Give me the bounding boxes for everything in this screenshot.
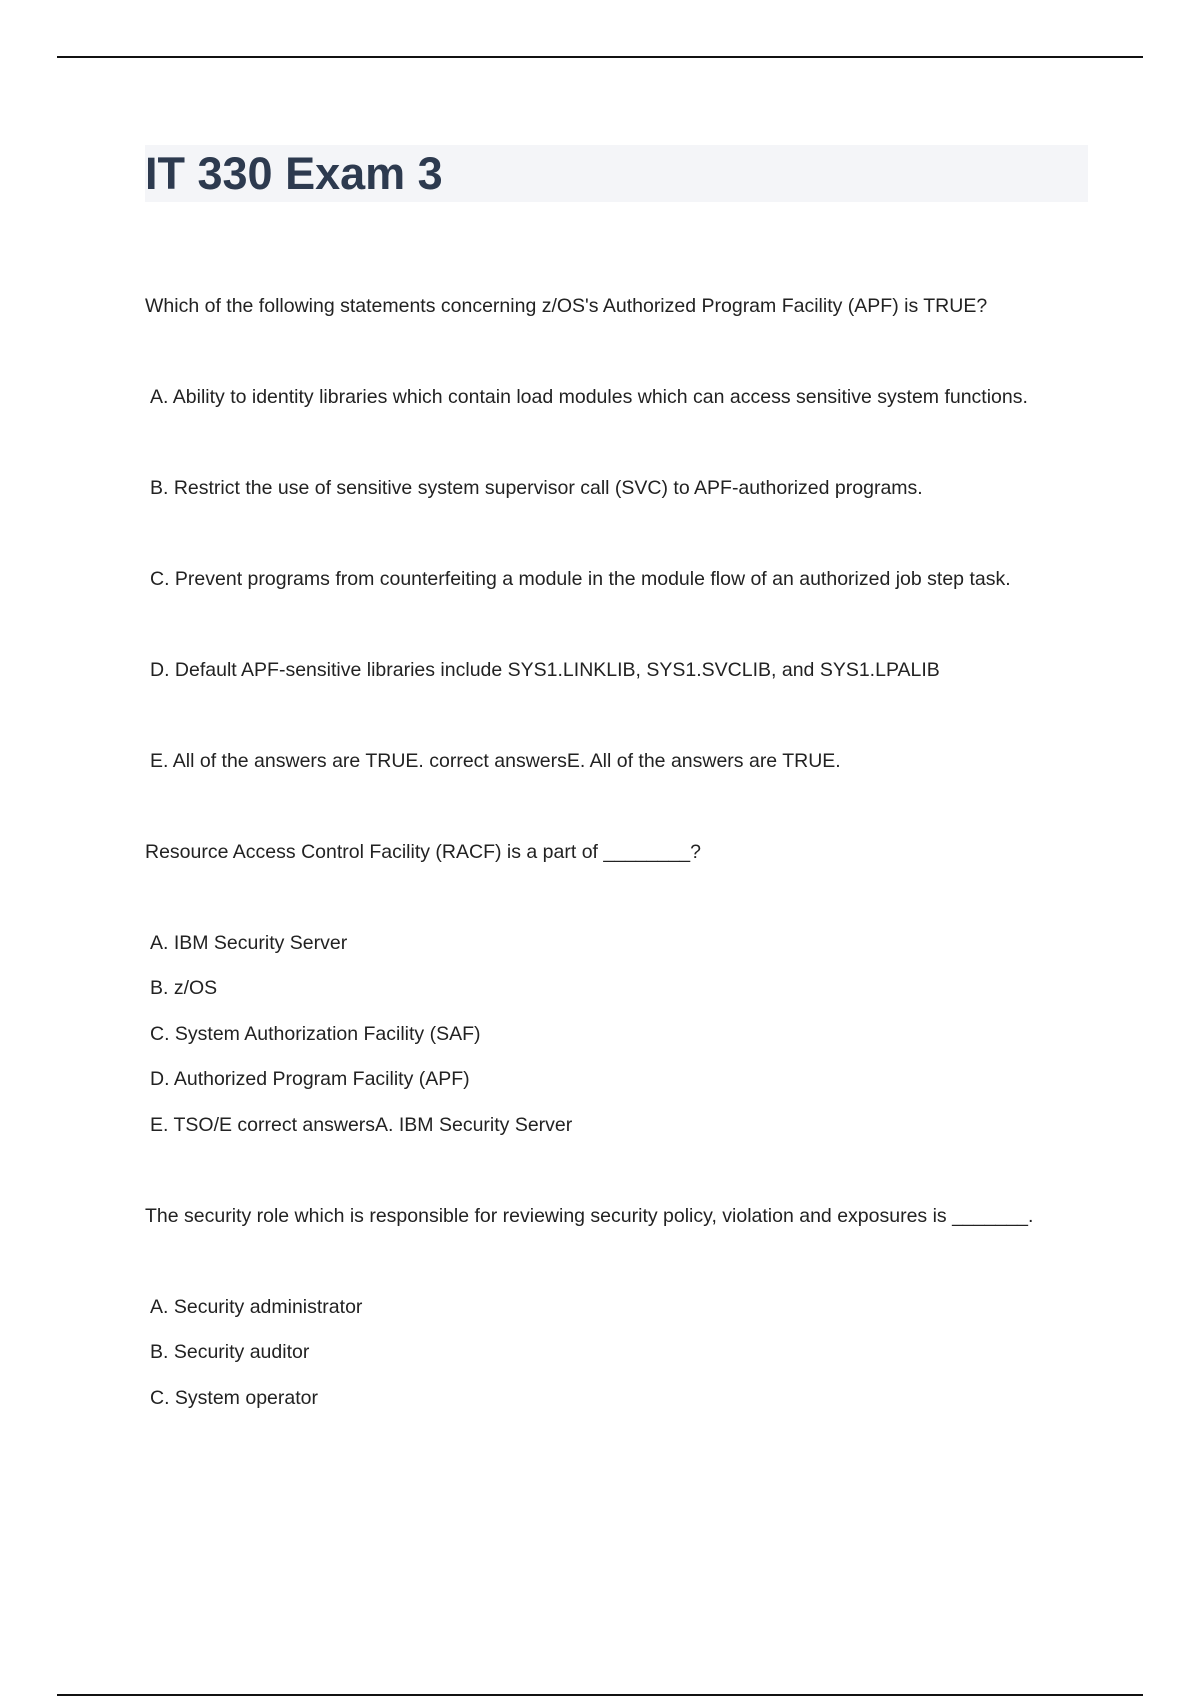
question-3-option-a: A. Security administrator (150, 1296, 363, 1318)
question-2-option-b: B. z/OS (150, 977, 218, 999)
document-title: IT 330 Exam 3 (145, 148, 443, 199)
question-1-option-d: D. Default APF-sensitive libraries include SYS1.LINKLIB, SYS1.SVCLIB, and SYS1.LPALIB (150, 659, 940, 681)
question-2-text: Resource Access Control Facility (RACF) is a part of ________? (145, 841, 701, 863)
question-3-option-b: B. Security auditor (150, 1341, 310, 1363)
question-2-option-e: E. TSO/E correct answersA. IBM Security Server (150, 1114, 573, 1136)
question-2-option-c: C. System Authorization Facility (SAF) (150, 1023, 481, 1045)
question-1-option-c: C. Prevent programs from counterfeiting a module in the module flow of an authorized job step task. (150, 568, 1011, 590)
question-1-option-b: B. Restrict the use of sensitive system supervisor call (SVC) to APF-authorized programs. (150, 477, 923, 499)
question-2-option-d: D. Authorized Program Facility (APF) (150, 1068, 470, 1090)
question-2-option-a: A. IBM Security Server (150, 932, 348, 954)
bottom-divider (57, 1694, 1143, 1696)
question-1-option-a: A. Ability to identity libraries which contain load modules which can access sensitive system functions. (150, 386, 1028, 408)
question-3-option-c: C. System operator (150, 1387, 318, 1409)
question-3-text: The security role which is responsible for reviewing security policy, violation and exposures is _______. (145, 1205, 1034, 1227)
top-divider (57, 56, 1143, 58)
question-1-text: Which of the following statements concerning z/OS's Authorized Program Facility (APF) is TRUE? (145, 295, 988, 317)
question-1-option-e: E. All of the answers are TRUE. correct answersE. All of the answers are TRUE. (150, 750, 841, 772)
